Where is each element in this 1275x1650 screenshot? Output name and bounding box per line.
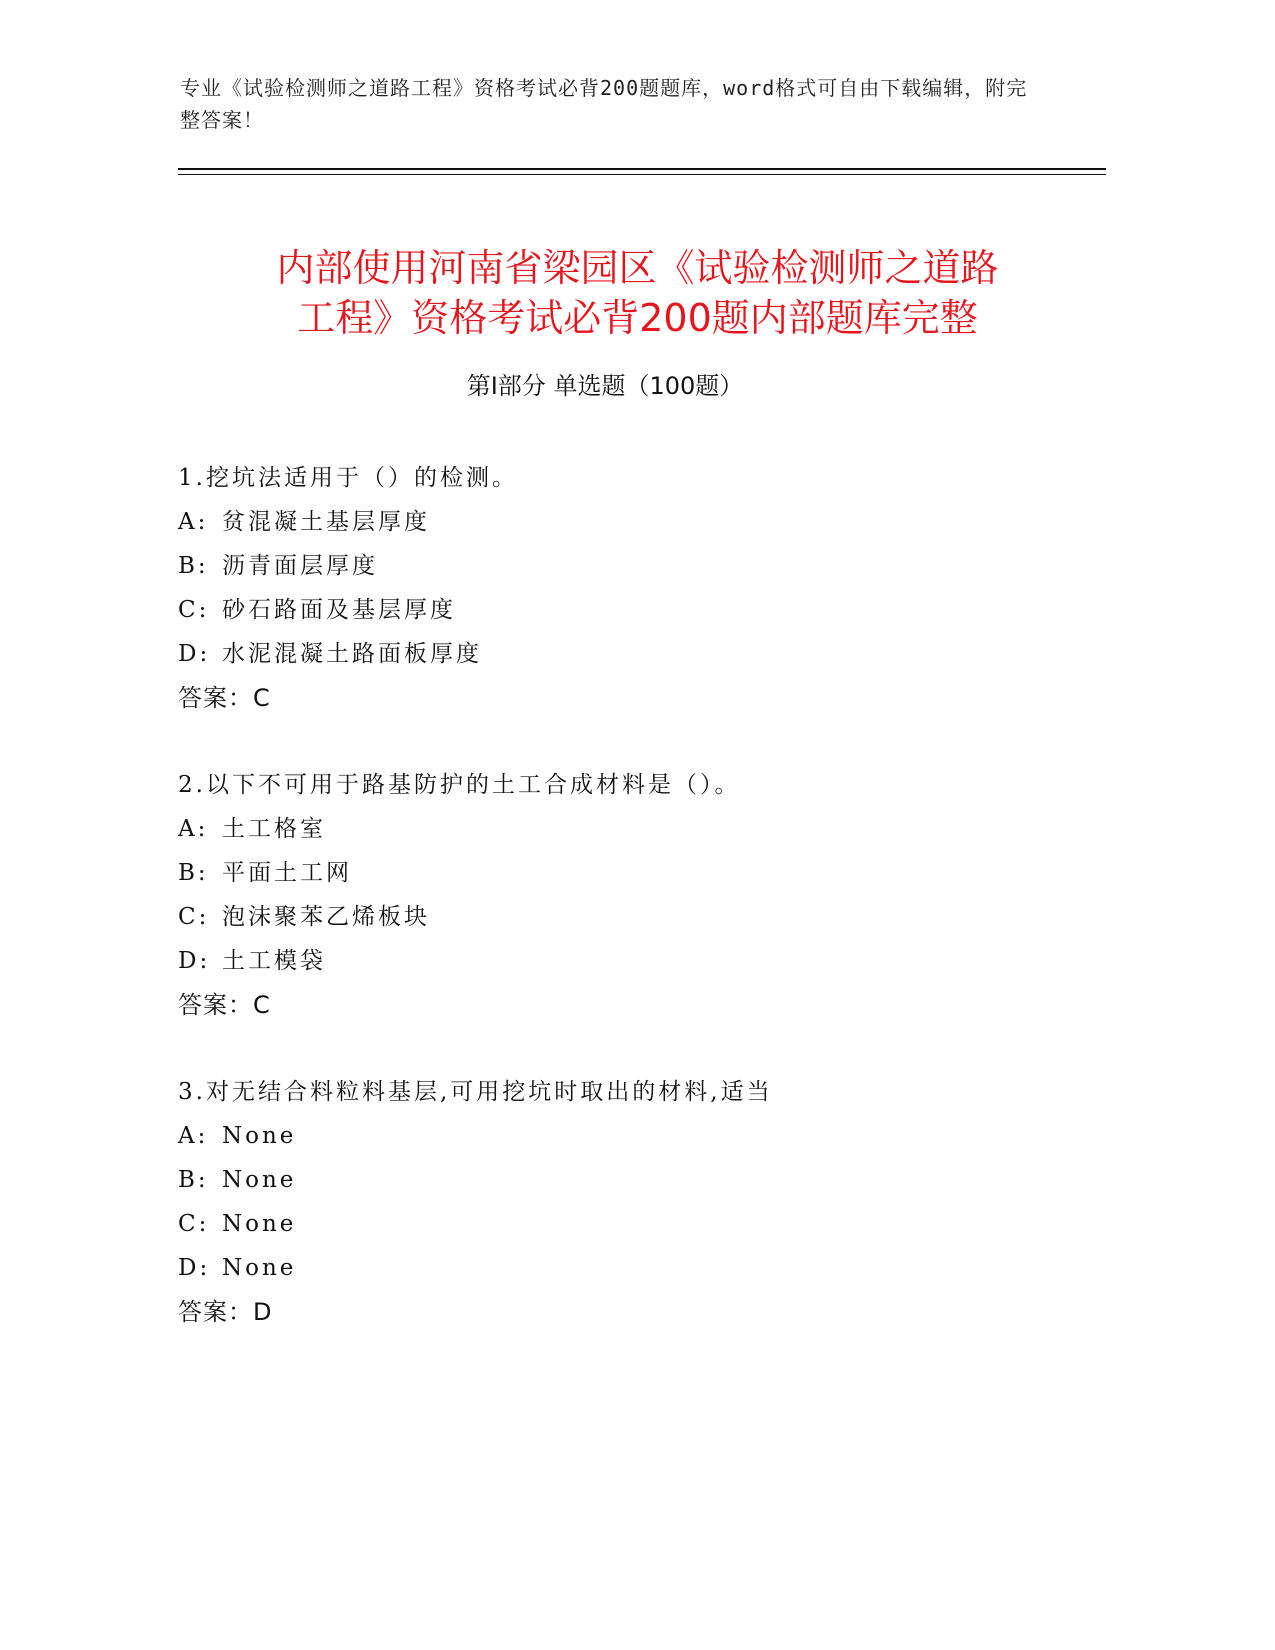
question-1 <box>178 456 1078 720</box>
option-text: None <box>222 1167 297 1193</box>
document-title-line-1: 内部使用河南省梁园区《试验检测师之道路 <box>276 246 999 291</box>
option-text: 沥青面层厚度 <box>222 553 378 579</box>
option-letter: B: <box>178 1167 209 1193</box>
option-letter: A: <box>178 509 209 535</box>
option-letter: C: <box>178 904 210 930</box>
header-divider-thick <box>178 168 1106 170</box>
option-letter: B: <box>178 860 209 886</box>
option-a <box>178 1114 1078 1158</box>
option-text: None <box>222 1211 297 1237</box>
option-text: 平面土工网 <box>222 860 352 886</box>
question-stem: 2.以下不可用于路基防护的土工合成材料是（）。 <box>178 772 741 798</box>
option-c <box>178 895 1078 939</box>
option-text: None <box>222 1255 297 1281</box>
header-divider-thin <box>178 174 1106 175</box>
answer-line: 答案：C <box>178 991 271 1019</box>
option-letter: C: <box>178 597 210 623</box>
option-letter: A: <box>178 1123 209 1149</box>
option-b <box>178 1158 1078 1202</box>
option-text: 水泥混凝土路面板厚度 <box>222 641 482 667</box>
option-b <box>178 851 1078 895</box>
document-title <box>150 243 1125 343</box>
document-title-line-2: 工程》资格考试必背200题内部题库完整 <box>297 296 978 341</box>
option-letter: A: <box>178 816 209 842</box>
option-d <box>178 1246 1078 1290</box>
section-title: 第Ⅰ部分 单选题（100题） <box>466 372 744 400</box>
question-stem: 1.挖坑法适用于（）的检测。 <box>178 465 518 491</box>
option-letter: D: <box>178 948 211 974</box>
option-letter: B: <box>178 553 209 579</box>
option-letter: D: <box>178 641 211 667</box>
option-b <box>178 544 1078 588</box>
question-stem: 3.对无结合料粒料基层,可用挖坑时取出的材料,适当 <box>178 1079 773 1105</box>
option-letter: D: <box>178 1255 211 1281</box>
option-d <box>178 632 1078 676</box>
option-text: 土工模袋 <box>222 948 326 974</box>
question-list <box>178 456 1078 1377</box>
option-d <box>178 939 1078 983</box>
header-note: 专业《试验检测师之道路工程》资格考试必背200题题库，word格式可自由下载编辑，附完整答案！ <box>180 76 1028 132</box>
option-text: 贫混凝土基层厚度 <box>222 509 430 535</box>
answer-line: 答案：C <box>178 684 271 712</box>
option-text: None <box>222 1123 297 1149</box>
option-c <box>178 588 1078 632</box>
option-text: 砂石路面及基层厚度 <box>222 597 456 623</box>
question-2 <box>178 763 1078 1027</box>
option-text: 土工格室 <box>222 816 326 842</box>
question-3 <box>178 1070 1078 1334</box>
option-c <box>178 1202 1078 1246</box>
option-a <box>178 500 1078 544</box>
option-a <box>178 807 1078 851</box>
option-letter: C: <box>178 1211 210 1237</box>
answer-line: 答案：D <box>178 1298 273 1326</box>
option-text: 泡沫聚苯乙烯板块 <box>222 904 430 930</box>
